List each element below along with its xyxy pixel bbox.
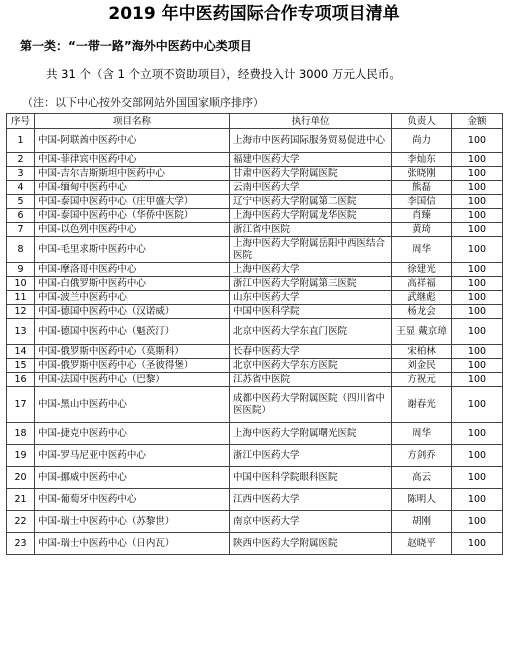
cell-no: 1 [7,129,35,153]
cell-project-name: 中国-俄罗斯中医药中心（莫斯科） [35,345,230,359]
cell-executing-unit: 上海中医药大学 [230,263,392,277]
cell-project-name: 中国-泰国中医药中心（庄甲盛大学） [35,195,230,209]
cell-no: 2 [7,153,35,167]
cell-executing-unit: 江西中医药大学 [230,489,392,511]
cell-no: 20 [7,467,35,489]
table-row [7,359,503,373]
cell-executing-unit: 福建中医药大学 [230,153,392,167]
summary-text: 共 31 个（含 1 个立项不资助项目），经费投入计 3000 万元人民币。 [46,67,401,81]
cell-amount: 100 [452,373,503,387]
cell-no: 3 [7,167,35,181]
cell-person-in-charge: 胡刚 [392,511,452,533]
cell-executing-unit: 山东中医药大学 [230,291,392,305]
cell-project-name: 中国-毛里求斯中医药中心 [35,237,230,263]
document-title: 2019 年中医药国际合作专项项目清单 [108,4,400,24]
cell-project-name: 中国-摩洛哥中医药中心 [35,263,230,277]
cell-person-in-charge: 赵晓平 [392,533,452,555]
cell-amount: 100 [452,511,503,533]
cell-executing-unit: 云南中医药大学 [230,181,392,195]
table-row [7,319,503,345]
cell-no: 8 [7,237,35,263]
cell-person-in-charge: 高祥福 [392,277,452,291]
cell-amount: 100 [452,167,503,181]
table-row [7,445,503,467]
cell-person-in-charge: 李国信 [392,195,452,209]
cell-no: 23 [7,533,35,555]
header-amount: 金额 [452,114,503,129]
cell-project-name: 中国-瑞士中医药中心（日内瓦） [35,533,230,555]
cell-amount: 100 [452,291,503,305]
table-row [7,387,503,423]
cell-executing-unit: 上海市中医药国际服务贸易促进中心 [230,129,392,153]
cell-person-in-charge: 李灿东 [392,153,452,167]
cell-amount: 100 [452,305,503,319]
table-row [7,291,503,305]
header-person-in-charge: 负责人 [392,114,452,129]
table-row [7,223,503,237]
cell-amount: 100 [452,223,503,237]
cell-person-in-charge: 方祝元 [392,373,452,387]
cell-no: 19 [7,445,35,467]
cell-person-in-charge: 熊磊 [392,181,452,195]
cell-no: 4 [7,181,35,195]
cell-person-in-charge: 徐建光 [392,263,452,277]
cell-project-name: 中国-阿联酋中医药中心 [35,129,230,153]
table-row [7,373,503,387]
cell-project-name: 中国-泰国中医药中心（华侨中医院） [35,209,230,223]
cell-no: 22 [7,511,35,533]
cell-executing-unit: 上海中医药大学附属曙光医院 [230,423,392,445]
cell-project-name: 中国-以色列中医药中心 [35,223,230,237]
cell-person-in-charge: 杨龙会 [392,305,452,319]
cell-amount: 100 [452,181,503,195]
header-project-name: 项目名称 [35,114,230,129]
cell-person-in-charge: 张晓刚 [392,167,452,181]
table-row [7,181,503,195]
cell-executing-unit: 长春中医药大学 [230,345,392,359]
cell-executing-unit: 上海中医药大学附属岳阳中西医结合医院 [230,237,392,263]
cell-person-in-charge: 陈明人 [392,489,452,511]
project-table [6,113,503,555]
header-no: 序号 [7,114,35,129]
cell-amount: 100 [452,195,503,209]
table-row [7,345,503,359]
cell-amount: 100 [452,387,503,423]
cell-amount: 100 [452,359,503,373]
cell-executing-unit: 中国中医科学院眼科医院 [230,467,392,489]
table-body [7,129,503,555]
cell-person-in-charge: 周华 [392,423,452,445]
table-row [7,511,503,533]
table-row [7,533,503,555]
table-row [7,153,503,167]
cell-person-in-charge: 高云 [392,467,452,489]
cell-project-name: 中国-菲律宾中医药中心 [35,153,230,167]
cell-executing-unit: 上海中医药大学附属龙华医院 [230,209,392,223]
cell-project-name: 中国-德国中医药中心（汉诺威） [35,305,230,319]
cell-project-name: 中国-捷克中医药中心 [35,423,230,445]
cell-project-name: 中国-吉尔吉斯斯坦中医药中心 [35,167,230,181]
cell-project-name: 中国-挪威中医药中心 [35,467,230,489]
cell-person-in-charge: 谢春光 [392,387,452,423]
cell-person-in-charge: 黄琦 [392,223,452,237]
table-row [7,263,503,277]
table-row [7,129,503,153]
header-executing-unit: 执行单位 [230,114,392,129]
cell-no: 6 [7,209,35,223]
cell-person-in-charge: 尚力 [392,129,452,153]
cell-executing-unit: 北京中医药大学东方医院 [230,359,392,373]
cell-person-in-charge: 周华 [392,237,452,263]
table-row [7,209,503,223]
cell-executing-unit: 浙江中医药大学附属第三医院 [230,277,392,291]
cell-no: 12 [7,305,35,319]
cell-executing-unit: 甘肃中医药大学附属医院 [230,167,392,181]
cell-person-in-charge: 宋柏林 [392,345,452,359]
cell-no: 7 [7,223,35,237]
cell-executing-unit: 北京中医药大学东直门医院 [230,319,392,345]
cell-project-name: 中国-缅甸中医药中心 [35,181,230,195]
cell-amount: 100 [452,467,503,489]
cell-project-name: 中国-德国中医药中心（魁茨汀） [35,319,230,345]
cell-executing-unit: 南京中医药大学 [230,511,392,533]
cell-executing-unit: 成都中医药大学附属医院（四川省中医医院） [230,387,392,423]
table-row [7,423,503,445]
cell-amount: 100 [452,263,503,277]
cell-executing-unit: 浙江中医药大学 [230,445,392,467]
cell-no: 10 [7,277,35,291]
cell-amount: 100 [452,277,503,291]
table-row [7,277,503,291]
cell-person-in-charge: 王显 戴京璋 [392,319,452,345]
cell-project-name: 中国-俄罗斯中医药中心（圣彼得堡） [35,359,230,373]
cell-project-name: 中国-法国中医药中心（巴黎） [35,373,230,387]
table-header-row [7,114,503,129]
cell-person-in-charge: 刘金民 [392,359,452,373]
cell-no: 5 [7,195,35,209]
cell-project-name: 中国-波兰中医药中心 [35,291,230,305]
cell-amount: 100 [452,319,503,345]
table-row [7,467,503,489]
cell-executing-unit: 江苏省中医院 [230,373,392,387]
table-row [7,489,503,511]
cell-amount: 100 [452,129,503,153]
cell-executing-unit: 辽宁中医药大学附属第二医院 [230,195,392,209]
table-row [7,167,503,181]
cell-executing-unit: 浙江省中医院 [230,223,392,237]
cell-amount: 100 [452,533,503,555]
cell-amount: 100 [452,153,503,167]
cell-project-name: 中国-黑山中医药中心 [35,387,230,423]
cell-amount: 100 [452,209,503,223]
cell-amount: 100 [452,445,503,467]
cell-person-in-charge: 肖臻 [392,209,452,223]
cell-person-in-charge: 方剑乔 [392,445,452,467]
cell-amount: 100 [452,489,503,511]
cell-no: 18 [7,423,35,445]
table-row [7,305,503,319]
cell-project-name: 中国-白俄罗斯中医药中心 [35,277,230,291]
table-row [7,237,503,263]
cell-amount: 100 [452,423,503,445]
cell-project-name: 中国-罗马尼亚中医药中心 [35,445,230,467]
cell-project-name: 中国-葡萄牙中医药中心 [35,489,230,511]
cell-executing-unit: 中国中医科学院 [230,305,392,319]
cell-executing-unit: 陕西中医药大学附属医院 [230,533,392,555]
cell-no: 16 [7,373,35,387]
cell-no: 17 [7,387,35,423]
category-heading: 第一类：“一带一路”海外中医药中心类项目 [20,39,252,53]
cell-no: 21 [7,489,35,511]
table-row [7,195,503,209]
cell-no: 15 [7,359,35,373]
cell-project-name: 中国-瑞士中医药中心（苏黎世） [35,511,230,533]
cell-person-in-charge: 武继彪 [392,291,452,305]
cell-no: 13 [7,319,35,345]
sort-note: （注：以下中心按外交部网站外国国家顺序排序） [22,96,264,109]
cell-amount: 100 [452,345,503,359]
cell-amount: 100 [452,237,503,263]
cell-no: 11 [7,291,35,305]
cell-no: 14 [7,345,35,359]
cell-no: 9 [7,263,35,277]
